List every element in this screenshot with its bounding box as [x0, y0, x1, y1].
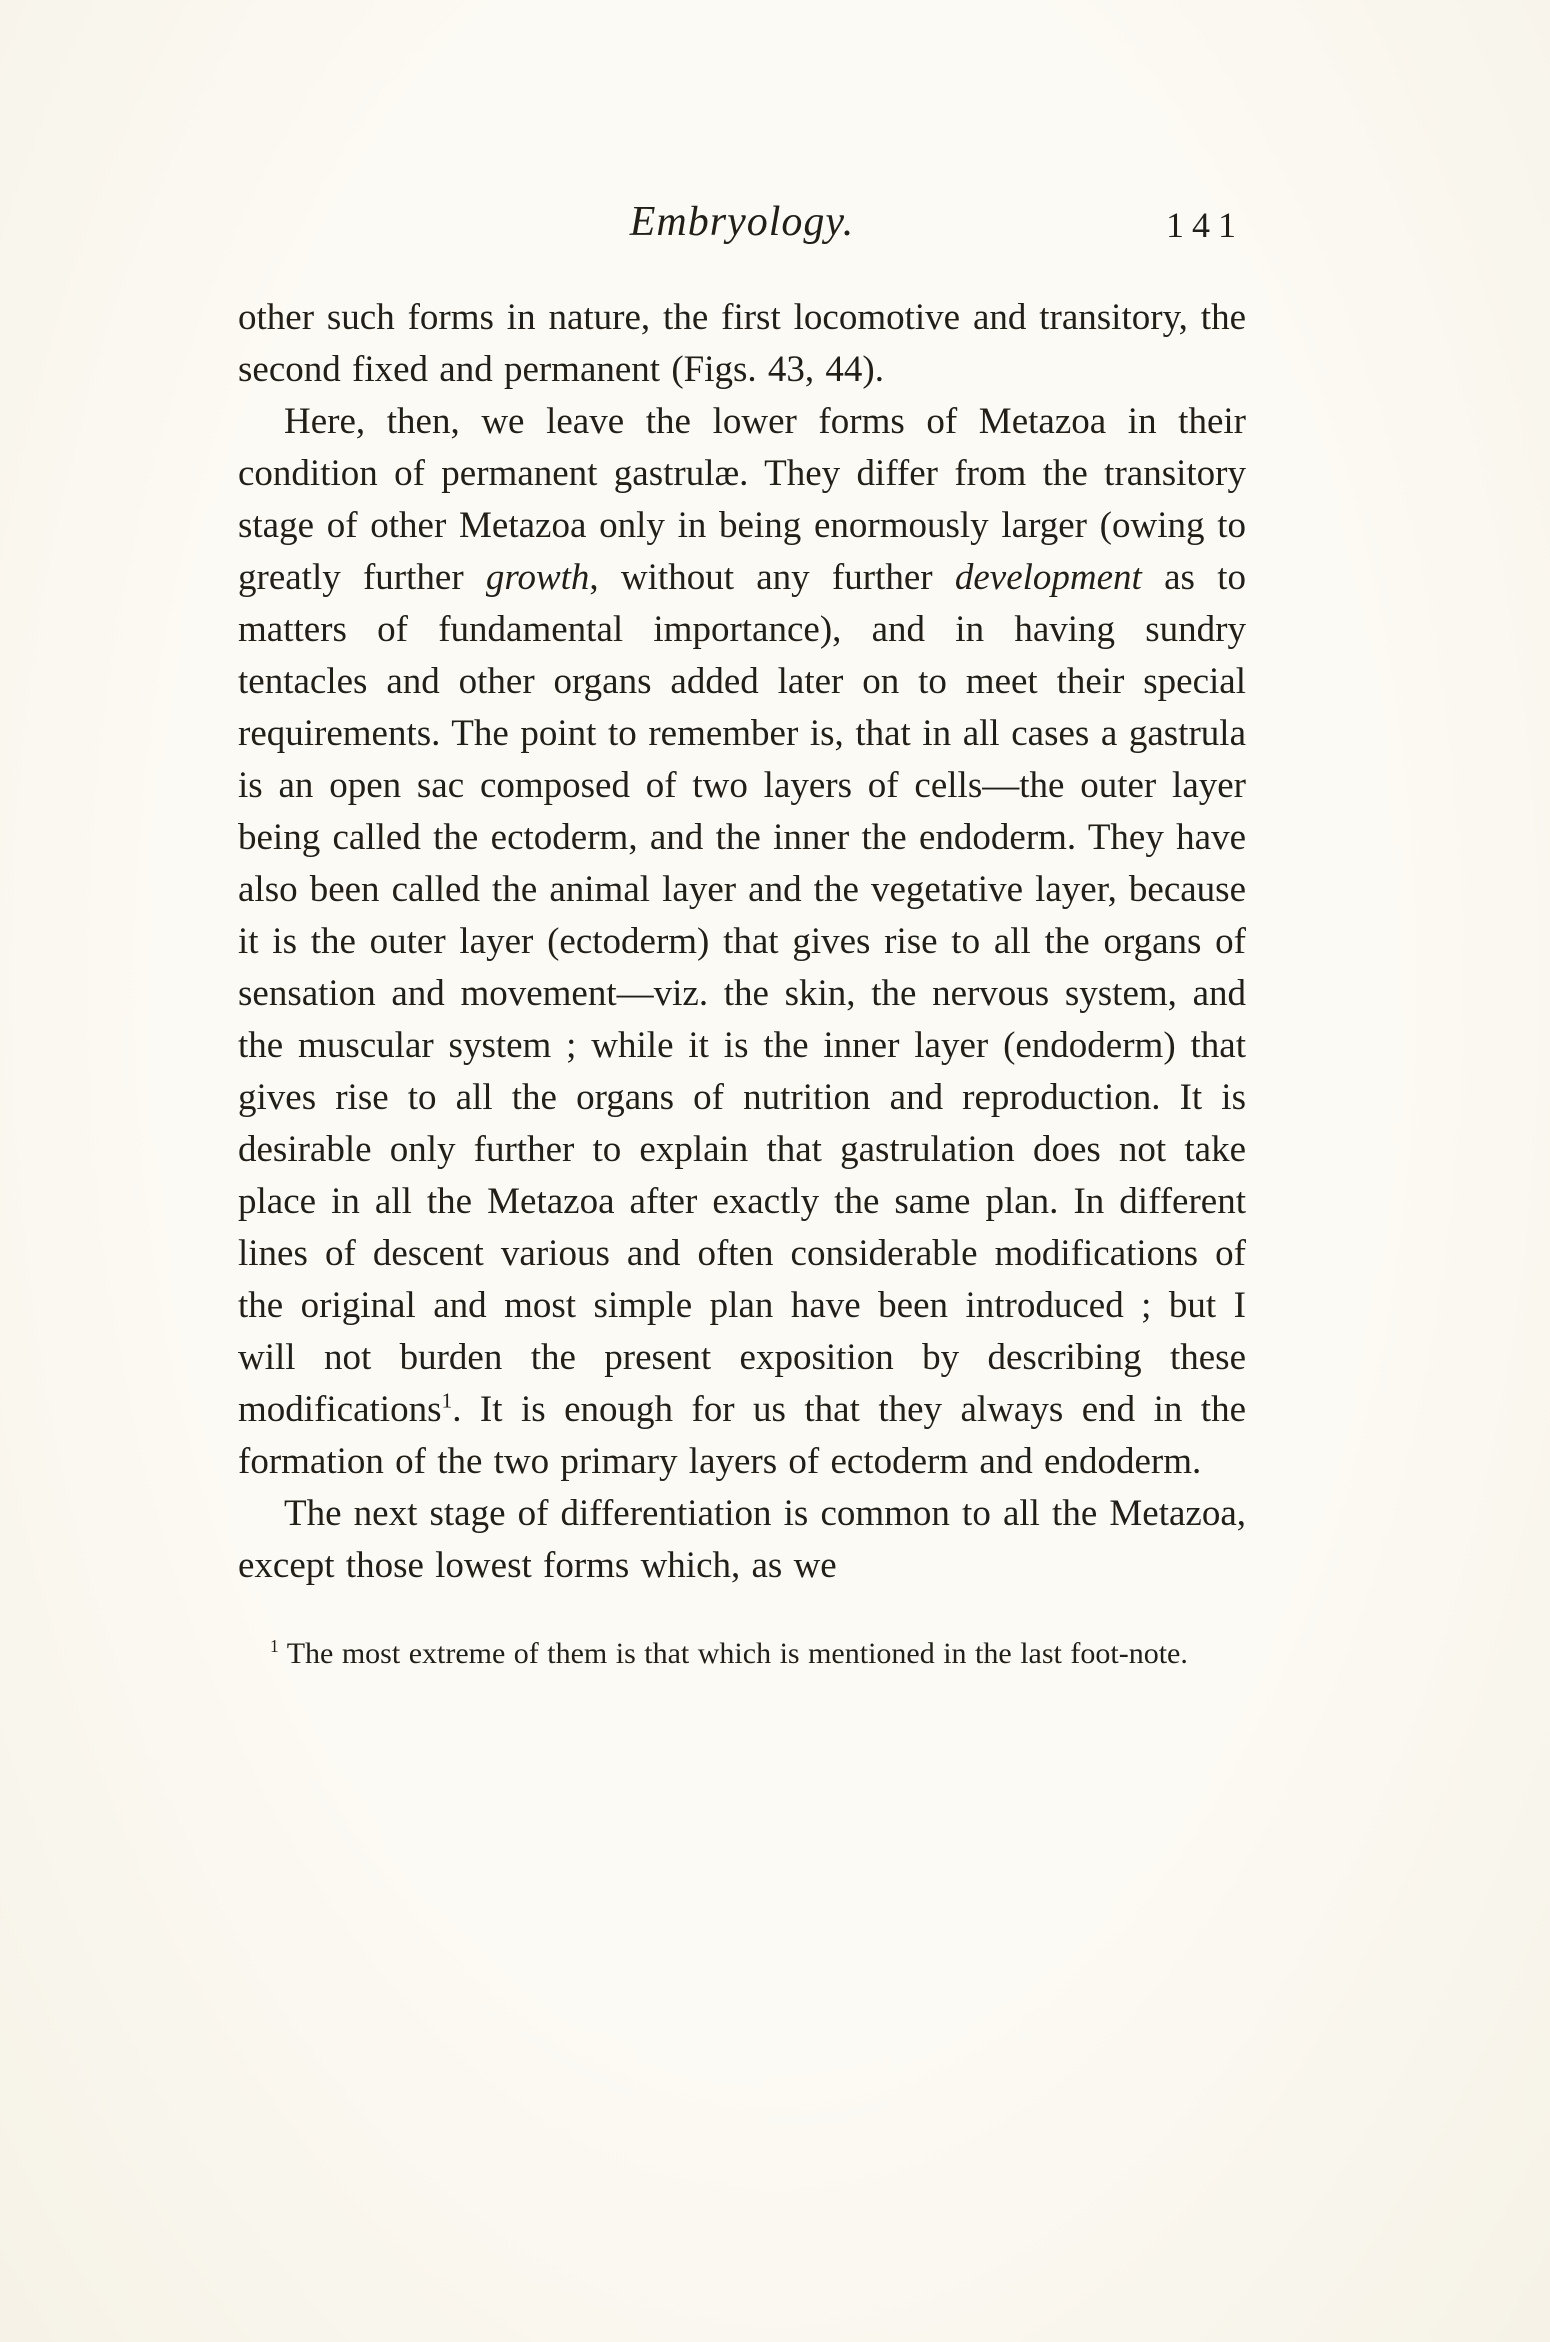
- paragraph: [238, 292, 1246, 396]
- text-run: development: [954, 557, 1142, 598]
- text-run: . It is enough for us that they always end in the formation of the two primary layers of ectoderm and endoderm.: [238, 1389, 1246, 1482]
- text-run: other such forms in nature, the first locomotive and transitory, the second fixed and permanent (Figs. 43, 44).: [238, 297, 1246, 390]
- page-header: [238, 198, 1246, 260]
- text-run: Here, then, we leave the lower forms of Metazoa in their condition of permanent gastrulæ. They differ from the transitory stage of other Metazoa only in being enormously larger (owing to greatly further: [238, 401, 1246, 598]
- footnote-marker: 1: [270, 1636, 279, 1656]
- page-content: [238, 198, 1246, 1676]
- paragraph: [238, 396, 1246, 1488]
- page-number: 141: [1166, 205, 1244, 245]
- footnote-reference: 1: [441, 1388, 453, 1413]
- footnote-text: The most extreme of them is that which is mentioned in the last foot-note.: [286, 1637, 1188, 1670]
- text-run: growth: [485, 557, 590, 598]
- body-text: [238, 292, 1246, 1592]
- paragraph: [238, 1488, 1246, 1592]
- text-run: , without any further: [589, 557, 955, 598]
- footnote: [238, 1632, 1246, 1676]
- running-title: Embryology.: [629, 199, 855, 245]
- text-run: as to matters of fundamental importance), and in having sundry tentacles and other organs added later on to meet their special requirements. The point to remember is, that in all cases a gastrula is an open sac composed of two layers of cells—the outer layer being called the ectoderm, and the inner the endoderm. They have also been called the animal layer and the vegetative layer, because it is the outer layer (ectoderm) that gives rise to all the organs of sensation and movement—viz. the skin, the nervous system, and the muscular system ; while it is the inner layer (endoderm) that gives rise to all the organs of nutrition and reproduction. It is desirable only further to explain that gastrulation does not take place in all the Metazoa after exactly the same plan. In different lines of descent various and often considerable modifications of the original and most simple plan have been introduced ; but I will not burden the present exposition by describing these modifications: [238, 557, 1246, 1430]
- text-run: The next stage of differentiation is common to all the Metazoa, except those lowest forms which, as we: [238, 1493, 1246, 1586]
